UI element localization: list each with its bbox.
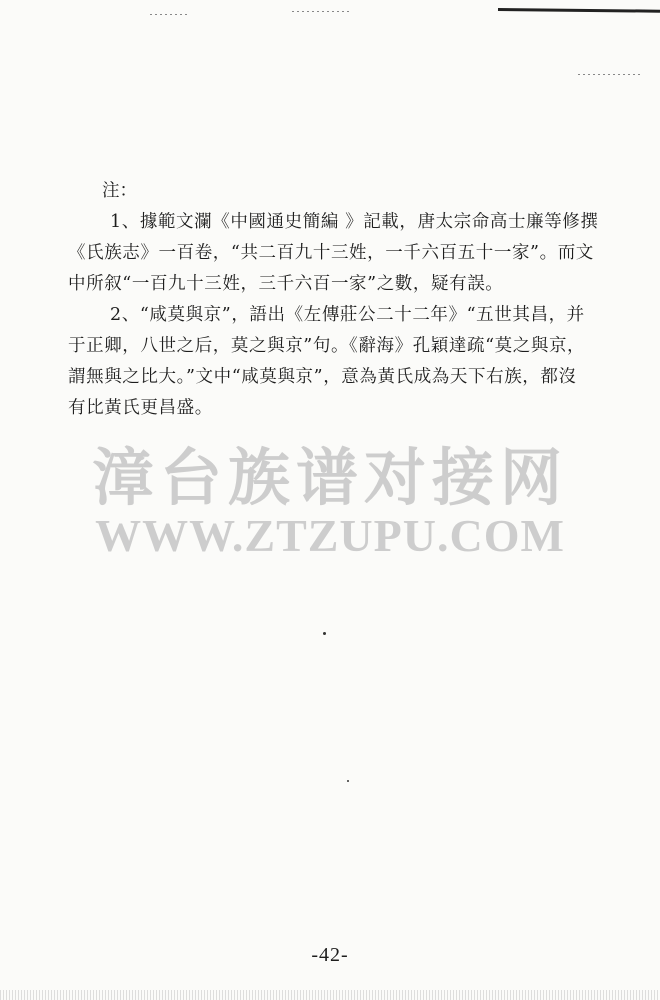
scan-speck	[347, 780, 349, 782]
watermark-chinese: 漳台族谱对接网	[91, 441, 568, 514]
scan-edge-line	[498, 8, 660, 13]
note-1	[68, 207, 612, 300]
scan-artifact	[292, 11, 352, 12]
note-1-line-2: 《氏族志》一百卷，“共二百九十三姓，一千六百五十一家”。而文	[68, 243, 594, 263]
scan-bottom-edge	[0, 990, 660, 1000]
scan-artifact	[150, 14, 190, 15]
notes-heading: 注：	[102, 181, 137, 201]
note-2	[68, 300, 612, 424]
note-2-line-4: 有比黃氏更昌盛。	[68, 398, 213, 418]
scan-artifact	[578, 74, 640, 75]
note-2-line-3: 謂無與之比大。”文中“咸莫與京”，意為黃氏成為天下右族，都沒	[68, 367, 577, 387]
note-2-line-1: 2、“咸莫與京”，語出《左傳莊公二十二年》“五世其昌，并	[110, 305, 585, 325]
note-1-line-1: 1、據範文瀾《中國通史簡編 》記載，唐太宗命高士廉等修撰	[110, 212, 599, 232]
watermark-url: WWW.ZTZUPU.COM	[95, 510, 565, 561]
note-1-line-3: 中所叙“一百九十三姓，三千六百一家”之數，疑有誤。	[68, 274, 504, 294]
scan-speck	[323, 632, 326, 635]
note-2-line-2: 于正卿，八世之后，莫之與京”句。《辭海》孔穎達疏“莫之與京，	[68, 336, 586, 356]
page-number: -42-	[311, 944, 349, 966]
